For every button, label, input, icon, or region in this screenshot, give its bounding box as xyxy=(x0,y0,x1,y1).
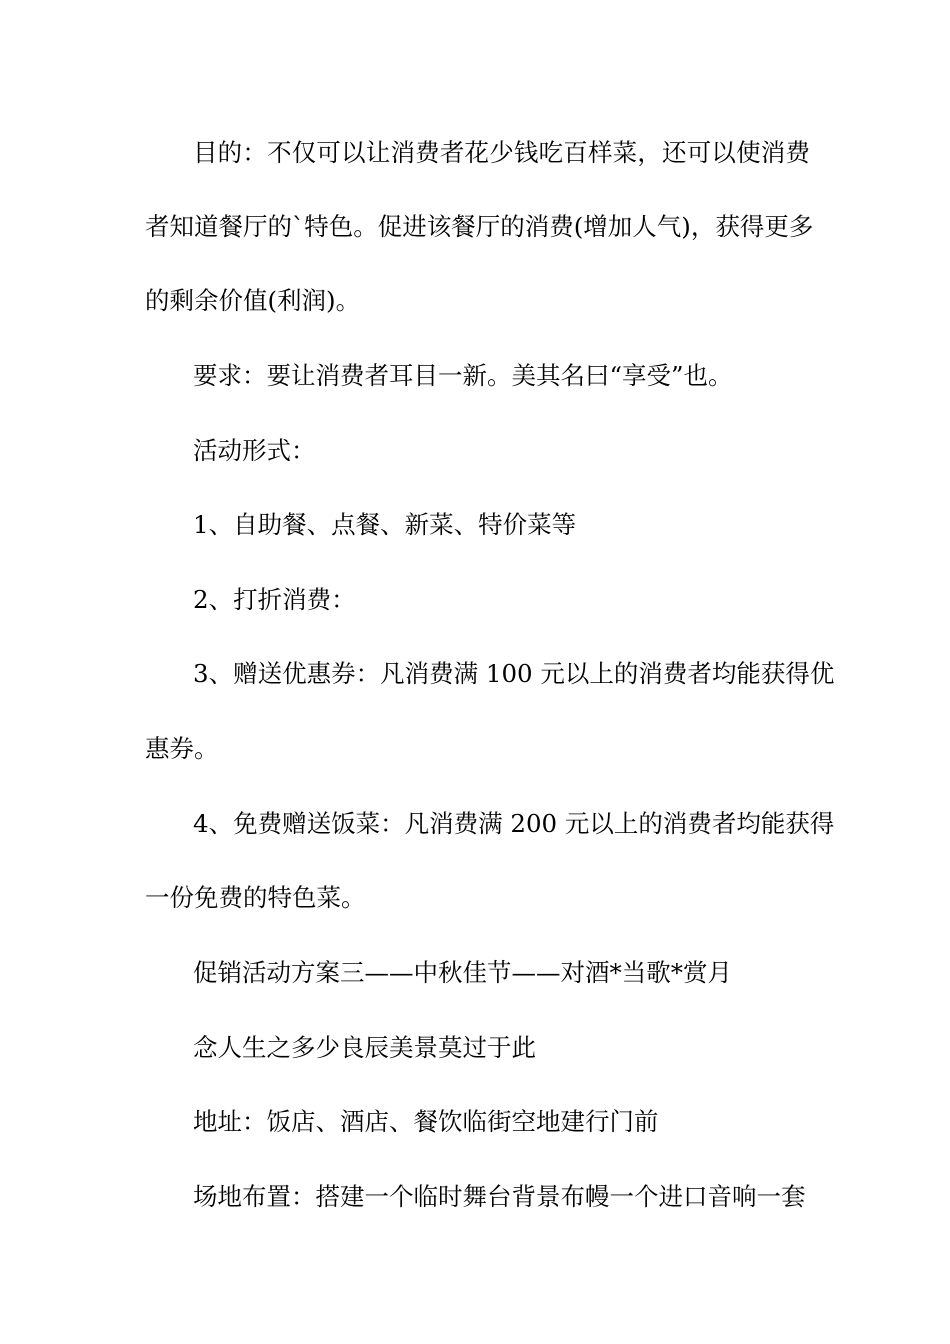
paragraph-purpose-line-3: 的剩余价值(利润)。 xyxy=(145,286,361,315)
list-item-4-line-1: 4、免费赠送饭菜：凡消费满 200 元以上的消费者均能获得 xyxy=(193,809,835,838)
paragraph-address: 地址：饭店、酒店、餐饮临街空地建行门前 xyxy=(193,1107,659,1136)
paragraph-purpose-line-1: 目的：不仅可以让消费者花少钱吃百样菜，还可以使消费 xyxy=(193,138,810,167)
section-title-plan-three: 促销活动方案三——中秋佳节——对酒*当歌*赏月 xyxy=(193,958,732,987)
list-item-2: 2、打折消费： xyxy=(193,585,356,614)
paragraph-slogan: 念人生之多少良辰美景莫过于此 xyxy=(193,1033,536,1062)
paragraph-venue-layout: 场地布置：搭建一个临时舞台背景布幔一个进口音响一套 xyxy=(193,1182,806,1211)
paragraph-activity-form-heading: 活动形式： xyxy=(193,436,316,465)
list-item-1: 1、自助餐、点餐、新菜、特价菜等 xyxy=(193,510,577,539)
paragraph-purpose-line-2: 者知道餐厅的`特色。促进该餐厅的消费(增加人气)，获得更多 xyxy=(145,212,814,241)
list-item-3-line-1: 3、赠送优惠券：凡消费满 100 元以上的消费者均能获得优 xyxy=(193,659,835,688)
list-item-3-line-2: 惠券。 xyxy=(145,734,219,763)
list-item-4-line-2: 一份免费的特色菜。 xyxy=(145,883,366,912)
paragraph-requirement: 要求：要让消费者耳目一新。美其名曰“享受”也。 xyxy=(193,361,733,390)
